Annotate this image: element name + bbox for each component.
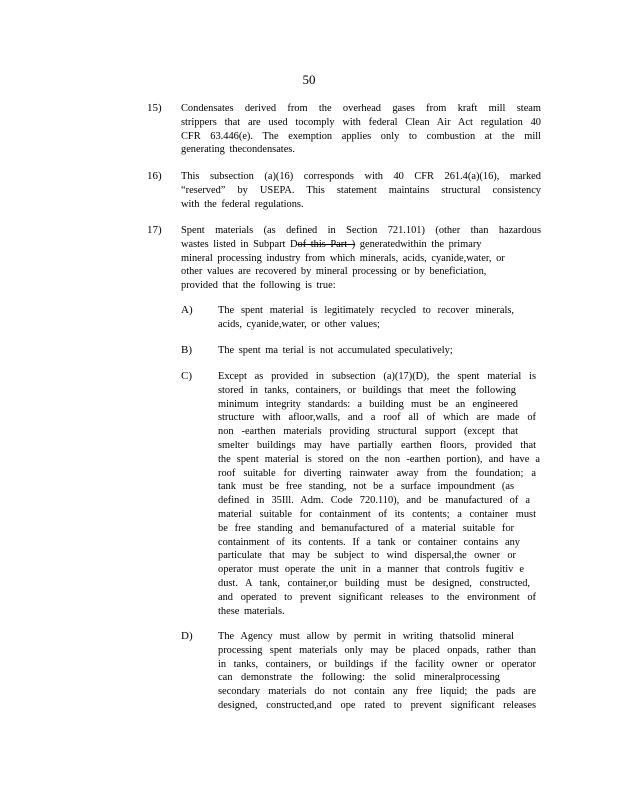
- text-segment: wastes listed in Subpart D: [181, 238, 298, 250]
- text-line: structure with afloor,walls, and a roof all of which are made of: [218, 412, 536, 424]
- text-line: The spent material is legitimately recycled to recover minerals,: [218, 305, 514, 316]
- text-line: defined in 35Ill. Adm. Code 720.110), and be manufactured of a: [218, 495, 530, 507]
- subitem-label-c: C): [181, 370, 192, 382]
- text-line: The Agency must allow by permit in writing thatsolid mineral: [218, 631, 514, 642]
- subitem-d-text: [218, 630, 536, 713]
- item-number-15: 15): [147, 102, 162, 114]
- item-16-text: [181, 170, 541, 211]
- text-line: non -earthen materials providing structural support (except that: [218, 426, 518, 438]
- text-line: the spent material is stored on the non -earthen portion), and have a: [218, 453, 540, 465]
- text-line: tank must be free standing, not be a surface impoundment (as: [218, 481, 514, 493]
- text-line: generating thecondensates.: [181, 144, 295, 156]
- text-line: secondary materials do not contain any free liquid; the pads are: [218, 686, 536, 698]
- text-line: The spent ma terial is not accumulated speculatively;: [218, 345, 453, 356]
- text-line: be free standing and bemanufactured of a material suitable for: [218, 522, 514, 534]
- text-line: these materials.: [218, 605, 285, 617]
- text-line: provided that the following is true:: [181, 280, 336, 292]
- item-number-17: 17): [147, 224, 162, 236]
- subitem-c-text: [218, 370, 540, 618]
- text-line: stored in tanks, containers, or buildings that meet the following: [218, 384, 516, 396]
- text-line: smelter buildings may have partially earthen floors, provided that: [218, 439, 536, 451]
- text-line: and operated to prevent significant releases to the environment of: [218, 591, 536, 603]
- struck-text: of this Part ): [297, 238, 356, 250]
- text-line: with the federal regulations.: [181, 198, 304, 210]
- text-line: “reserved” by USEPA. This statement maintains structural consistency: [181, 184, 541, 196]
- subitem-label-a: A): [181, 304, 193, 316]
- text-line: [181, 238, 541, 252]
- text-line: CFR 63.446(e). The exemption applies only to combustion at the mill: [181, 130, 541, 142]
- text-line: dust. A tank, container,or building must be designed, constructed,: [218, 577, 530, 589]
- item-number-16: 16): [147, 170, 162, 182]
- text-line: can demonstrate the following: the solid mineralprocessing: [218, 672, 500, 684]
- text-line: acids, cyanide,water, or other values;: [218, 318, 380, 330]
- text-line: roof suitable for diverting rainwater away from the foundation; a: [218, 467, 536, 479]
- text-line: in tanks, containers, or buildings if the facility owner or operator: [218, 658, 536, 670]
- subitem-label-b: B): [181, 344, 192, 356]
- item-15-text: [181, 102, 541, 157]
- subitem-b-text: [218, 344, 536, 358]
- text-line: particulate that may be subject to wind dispersal,the owner or: [218, 550, 516, 562]
- page-number: 50: [302, 72, 316, 87]
- text-segment: generatedwithin the primary: [355, 238, 482, 250]
- text-line: This subsection (a)(16) corresponds with 40 CFR 261.4(a)(16), marked: [181, 171, 541, 182]
- item-17-text: [181, 224, 541, 293]
- text-line: containment of its contents. If a tank or container contains any: [218, 536, 520, 548]
- text-line: other values are recovered by mineral processing or by beneficiation,: [181, 266, 487, 278]
- subitem-label-d: D): [181, 630, 193, 642]
- text-line: designed, constructed,and ope rated to prevent significant releases: [218, 699, 536, 711]
- subitem-a-text: [218, 304, 536, 332]
- text-line: operator must operate the unit in a manner that controls fugitiv e: [218, 564, 524, 576]
- text-line: processing spent materials only may be placed onpads, rather than: [218, 644, 536, 656]
- text-line: mineral processing industry from which minerals, acids, cyanide,water, or: [181, 252, 505, 264]
- text-line: Spent materials (as defined in Section 721.101) (other than hazardous: [181, 225, 541, 236]
- text-line: Condensates derived from the overhead gases from kraft mill steam: [181, 103, 541, 114]
- text-line: Except as provided in subsection (a)(17)(D), the spent material is: [218, 371, 536, 382]
- text-line: material suitable for containment of its contents; a container must: [218, 508, 536, 520]
- text-line: minimum integrity standards: a building must be an engineered: [218, 398, 518, 410]
- text-line: strippers that are used tocomply with federal Clean Air Act regulation 40: [181, 116, 541, 128]
